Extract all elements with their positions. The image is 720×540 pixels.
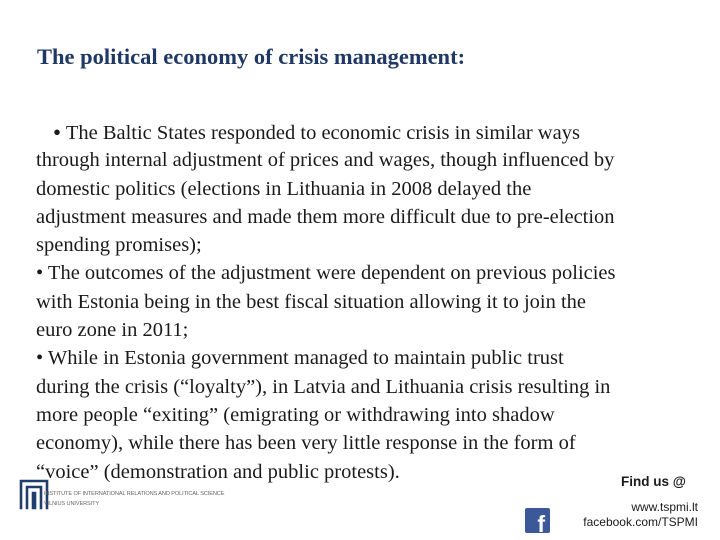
body-line: economy), while there has been very little response in the form of — [36, 432, 576, 455]
body-line: euro zone in 2011; — [36, 319, 189, 342]
body-line: with Estonia being in the best fiscal situation allowing it to join the — [36, 290, 587, 313]
body-line: through internal adjustment of prices and wages, though influenced by — [36, 149, 615, 172]
facebook-link[interactable]: facebook.com/TSPMI — [583, 515, 698, 529]
body-line: • The Baltic States responded to economic crisis in similar ways — [53, 120, 580, 145]
slide-body — [36, 118, 720, 486]
body-line: • The outcomes of the adjustment were dependent on previous policies — [36, 262, 616, 285]
institute-line: VILNIUS UNIVERSITY — [44, 500, 100, 507]
bullet-marker: • — [53, 120, 62, 145]
slide-title: The political economy of crisis management: — [37, 44, 466, 69]
institute-line: INSTITUTE OF INTERNATIONAL RELATIONS AND POLITICAL SCIENCE — [44, 491, 225, 497]
body-line: more people “exiting” (emigrating or withdrawing into shadow — [36, 403, 555, 426]
institute-name — [44, 490, 224, 509]
body-line: domestic politics (elections in Lithuania in 2008 delayed the — [36, 177, 532, 200]
contact-links — [583, 500, 698, 530]
body-line: adjustment measures and made them more difficult due to pre-election — [36, 205, 615, 228]
body-line: • While in Estonia government managed to maintain public trust — [36, 347, 564, 370]
find-us-label: Find us @ — [621, 474, 686, 489]
body-line: “voice” (demonstration and public protests). — [36, 460, 400, 483]
body-line: spending promises); — [36, 234, 202, 257]
facebook-icon[interactable] — [525, 508, 550, 537]
facebook-glyph: f — [537, 511, 545, 537]
website-link[interactable]: www.tspmi.lt — [631, 500, 698, 514]
body-line: during the crisis (“loyalty”), in Latvia and Lithuania crisis resulting in — [36, 375, 611, 398]
